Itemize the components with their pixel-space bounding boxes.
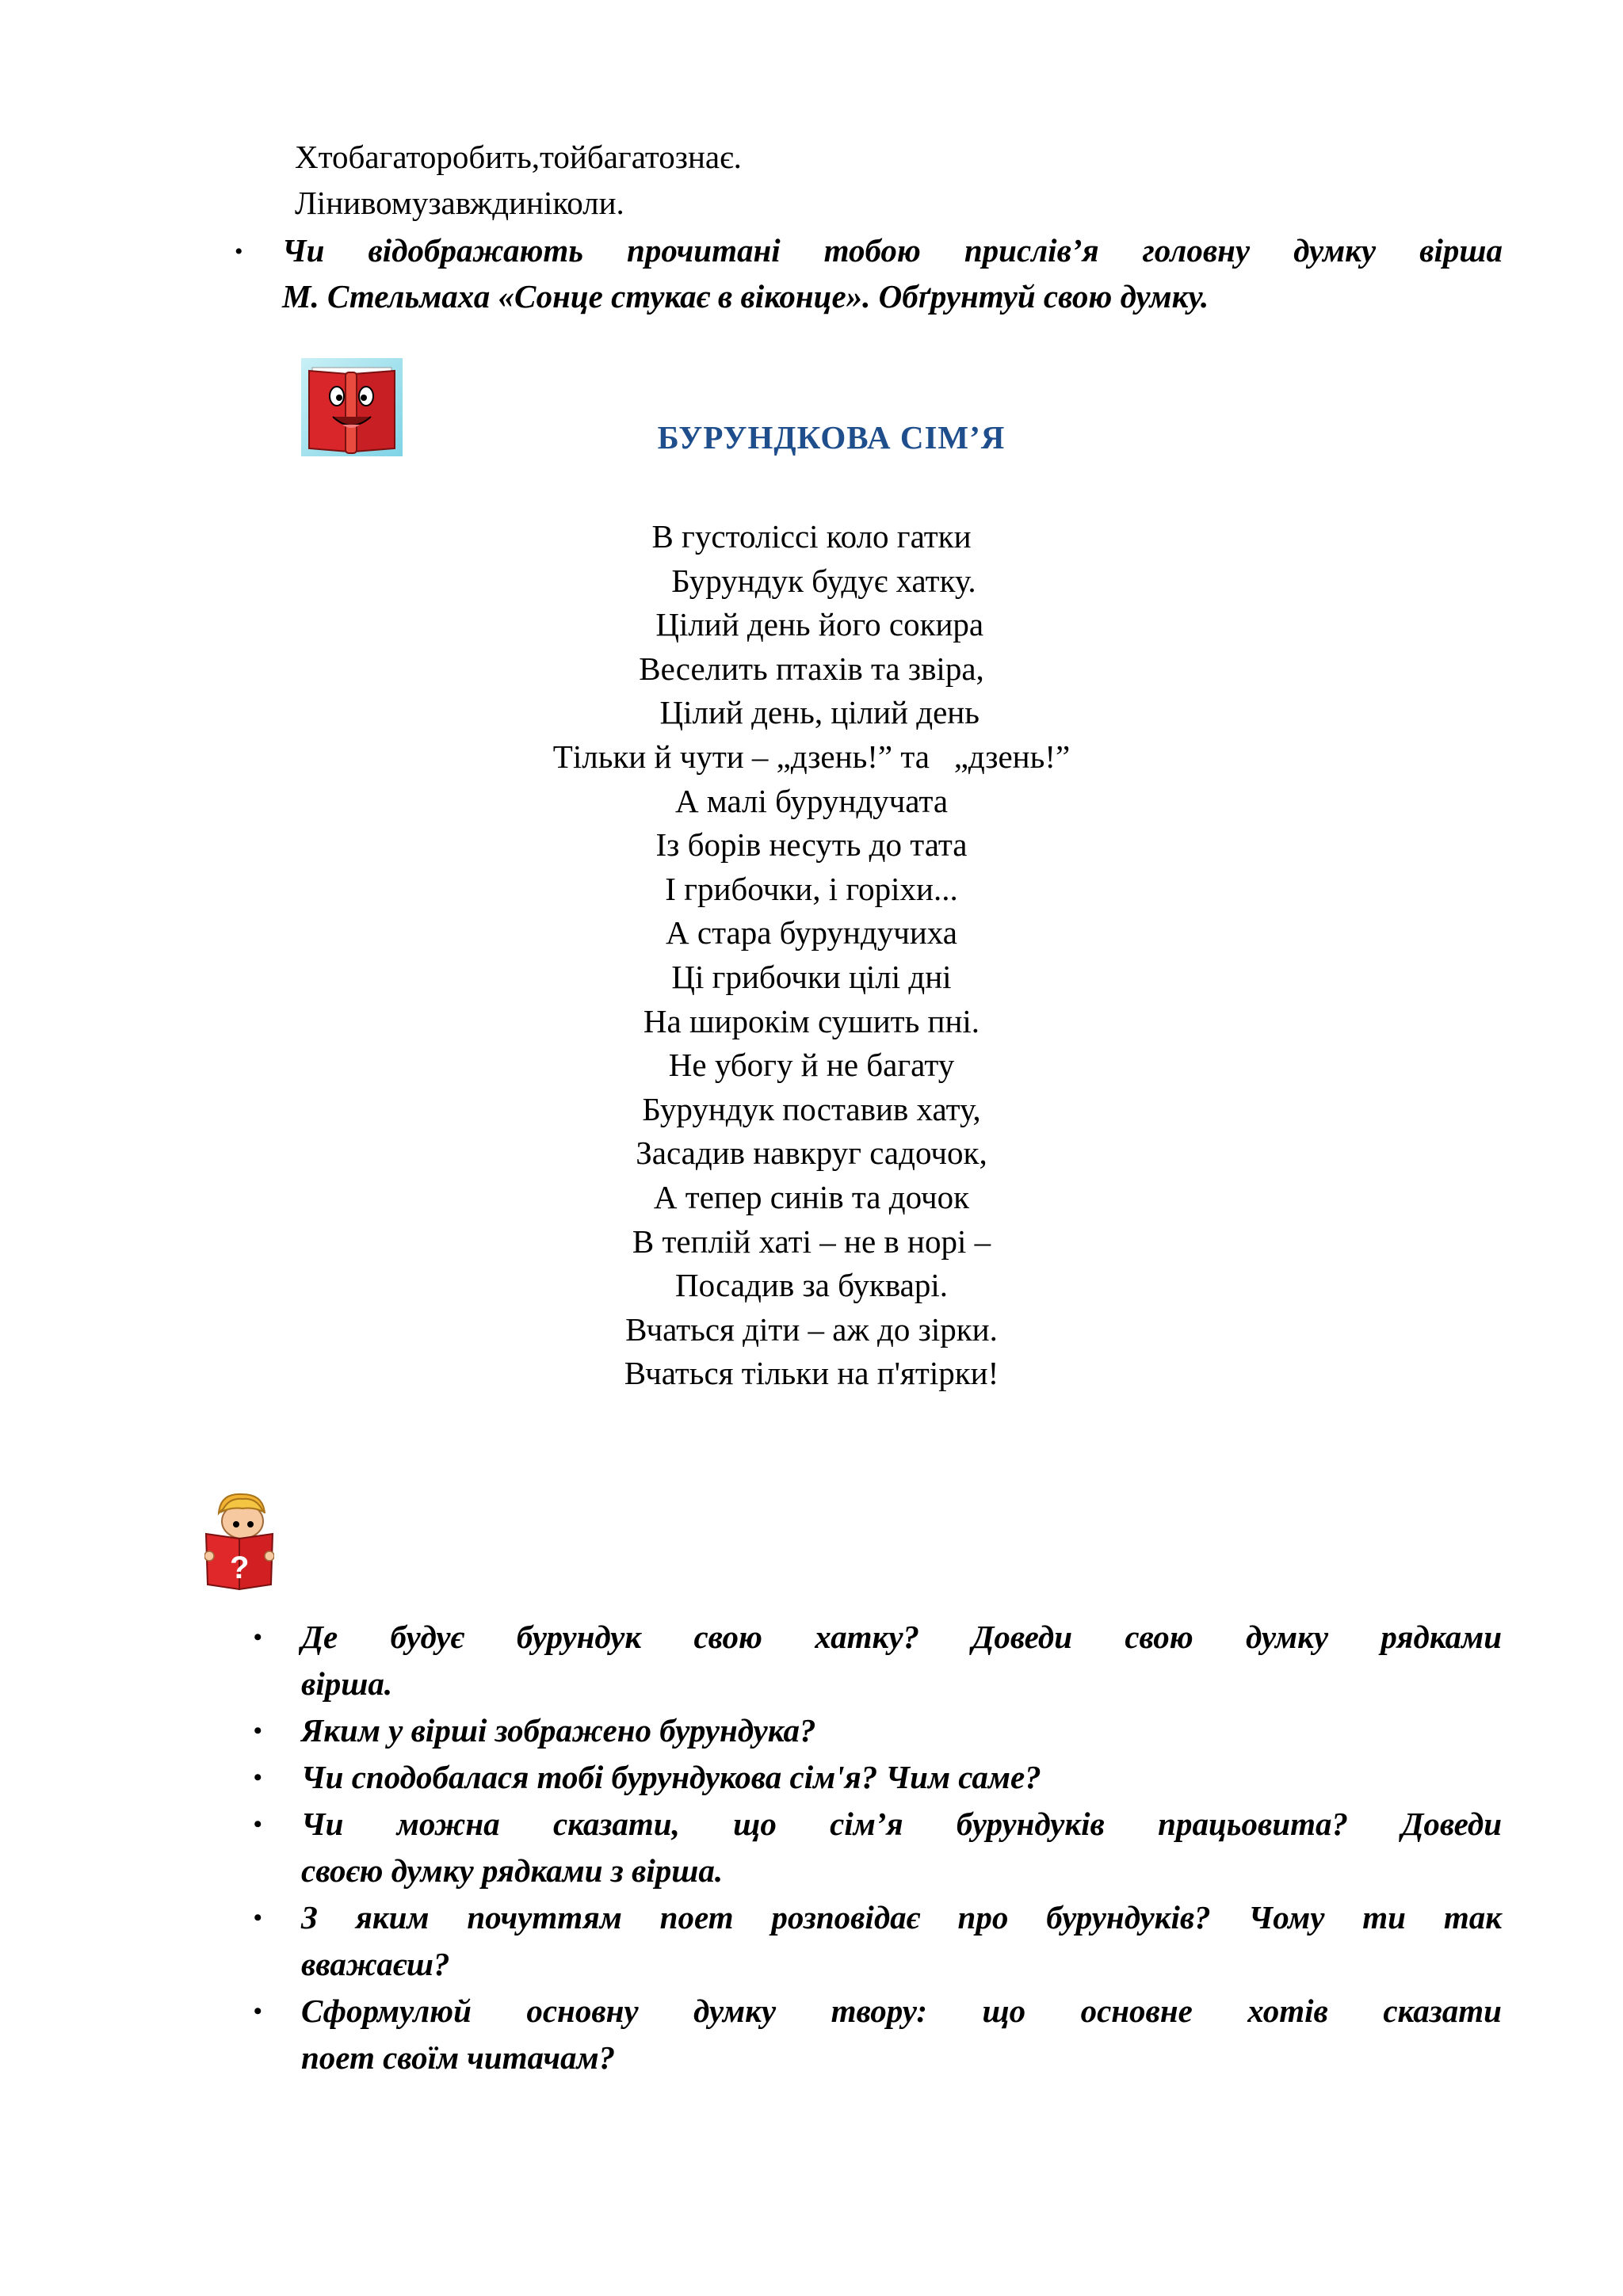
poem-line: І грибочки, і горіхи...: [665, 870, 958, 907]
poem-line: А стара бурундучиха: [666, 914, 957, 952]
question-text: [301, 1801, 1502, 1894]
question-line: З яким почуттям поет розповідає про бурундуків? Чому ти так: [301, 1899, 1502, 1936]
top-question-line2: М. Стельмаха «Сонце стукає в віконце». Обґрунтуй свою думку.: [282, 278, 1209, 315]
questions-list: [254, 1614, 1502, 2081]
question-text: [301, 1614, 1502, 1707]
question-line: Яким у вірші зображено бурундука?: [301, 1712, 816, 1749]
poem-line: Веселить птахів та звіра,: [639, 650, 984, 687]
poem-line: Тільки й чути – „дзень!” та „дзень!”: [552, 738, 1071, 775]
kid-with-question-book-icon: [204, 1489, 274, 1592]
list-item: [254, 1801, 1502, 1894]
bullet: •: [254, 1764, 262, 1791]
question-text: [301, 1894, 1502, 1988]
list-item: [254, 1894, 1502, 1988]
poem-line: Бурундук будує хатку.: [647, 562, 976, 599]
poem-title: БУРУНДКОВА СІМ’Я: [657, 419, 1006, 456]
bullet: •: [254, 1905, 262, 1931]
list-item: [254, 1614, 1502, 1707]
question-line: Сформулюй основну думку твору: що основне хотів сказати: [301, 1993, 1502, 2029]
top-question: [282, 227, 1503, 319]
question-line: вірша.: [301, 1665, 393, 1702]
svg-text:?: ?: [230, 1550, 250, 1585]
poem-line: Ці грибочки цілі дні: [671, 958, 952, 995]
poem-line: В теплій хаті – не в норі –: [632, 1222, 991, 1260]
poem-line: На широкім сушить пні.: [643, 1002, 980, 1039]
poem-line: Цілий день, цілий день: [643, 694, 980, 731]
question-line: своєю думку рядками з вірша.: [301, 1852, 724, 1889]
proverb-line: Хтобагаторобить,тойбагатознає.: [295, 139, 742, 175]
top-question-line1: Чи відображають прочитані тобою прислів’я головну думку вірша: [282, 232, 1503, 269]
poem: [0, 515, 1623, 1396]
question-line: Чи можна сказати, що сім’я бурундуків працьовита? Доведи: [301, 1806, 1502, 1842]
list-item: [254, 1707, 1502, 1754]
question-line: вважаєш?: [301, 1946, 450, 1982]
poem-line: А тепер синів та дочок: [653, 1178, 970, 1215]
poem-line: Не убогу й не багату: [668, 1047, 955, 1084]
poem-line: Цілий день його сокира: [639, 606, 984, 643]
list-item: [254, 1988, 1502, 2081]
question-text: [301, 1707, 1502, 1754]
poem-line: А малі бурундучата: [674, 782, 949, 819]
list-item: [254, 1754, 1502, 1801]
poem-line: Вчаться тільки на п'ятірки!: [624, 1355, 999, 1392]
question-line: Де будує бурундук свою хатку? Доведи свою думку рядками: [301, 1619, 1502, 1655]
poem-line: Вчаться діти – аж до зірки.: [625, 1310, 998, 1348]
poem-line: В густоліссі коло гатки: [651, 518, 972, 555]
poem-line: Бурундук поставив хату,: [642, 1090, 981, 1127]
proverb-line: Лінивомузавждиніколи.: [295, 185, 624, 221]
question-text: [301, 1988, 1502, 2081]
question-line: поет своїм читачам?: [301, 2039, 616, 2076]
bullet: •: [254, 1998, 262, 2024]
bullet: •: [254, 1811, 262, 1837]
question-text: [301, 1754, 1502, 1801]
poem-line: Засадив навкруг садочок,: [636, 1135, 987, 1172]
bullet: •: [235, 238, 243, 265]
question-line: Чи сподобалася тобі бурундукова сім'я? Чим саме?: [301, 1759, 1041, 1795]
poem-line: Посадив за букварі.: [675, 1267, 948, 1304]
poem-line: Із борів несуть до тата: [655, 826, 968, 864]
bullet: •: [254, 1718, 262, 1744]
bullet: •: [254, 1624, 262, 1650]
